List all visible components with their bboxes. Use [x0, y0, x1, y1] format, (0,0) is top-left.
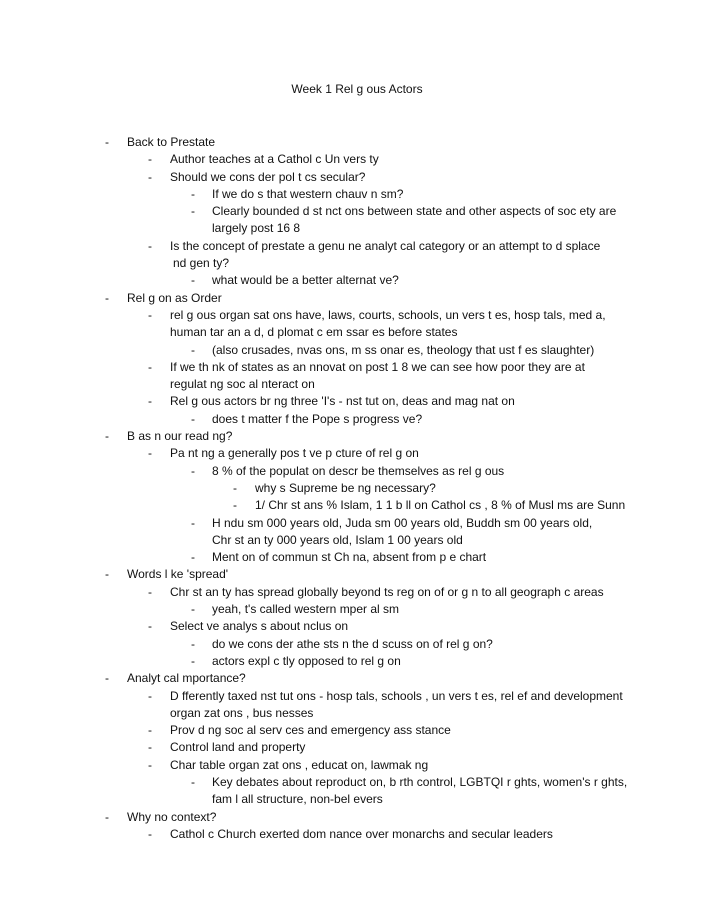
bullet-marker: -: [191, 411, 195, 426]
outline-item-continuation: largely post 16 8: [212, 221, 301, 236]
outline-item-text: Char table organ zat ons , educat on, lawmak ng: [170, 757, 429, 772]
outline-item-text: Pa nt ng a generally pos t ve p cture of rel g on: [170, 446, 419, 461]
bullet-marker: -: [191, 515, 195, 530]
outline-item-text: what would be a better alternat ve?: [212, 273, 399, 288]
bullet-marker: -: [233, 480, 237, 495]
bullet-marker: -: [148, 688, 152, 703]
outline-item-continuation: human tar an a d, d plomat c em ssar es before states: [170, 325, 458, 340]
bullet-marker: -: [233, 498, 237, 513]
bullet-marker: -: [105, 809, 109, 824]
outline-item: [0, 463, 714, 480]
outline-item: [0, 480, 714, 497]
bullet-marker: -: [105, 567, 109, 582]
outline-item: [0, 515, 714, 550]
outline-item: [0, 238, 714, 273]
bullet-marker: -: [191, 636, 195, 651]
outline-item: [0, 134, 714, 151]
outline-item: [0, 739, 714, 756]
outline-item: [0, 688, 714, 723]
outline-item: [0, 411, 714, 428]
outline-item-text: 8 % of the populat on descr be themselves as rel g ous: [212, 463, 505, 478]
outline-item-text: Rel g ous actors br ng three 'I's - nst tut on, deas and mag nat on: [170, 394, 515, 409]
bullet-marker: -: [148, 169, 152, 184]
outline-item-text: Key debates about reproduct on, b rth control, LGBTQI r ghts, women's r ghts,: [212, 774, 628, 789]
outline-item: [0, 169, 714, 186]
outline-item-text: why s Supreme be ng necessary?: [255, 480, 436, 495]
outline-item: [0, 445, 714, 462]
bullet-marker: -: [148, 152, 152, 167]
outline-item: [0, 618, 714, 635]
outline-item: [0, 307, 714, 342]
bullet-marker: -: [105, 429, 109, 444]
outline-item-text: Chr st an ty has spread globally beyond ts reg on of or g n to all geograph c areas: [170, 584, 604, 599]
outline-item-text: Should we cons der pol t cs secular?: [170, 169, 366, 184]
outline-item-text: rel g ous organ sat ons have, laws, courts, schools, un vers t es, hosp tals, med a,: [170, 307, 606, 322]
bullet-marker: -: [148, 446, 152, 461]
outline-item-continuation: organ zat ons , bus nesses: [170, 705, 314, 720]
bullet-marker: -: [191, 602, 195, 617]
outline-item-text: Analyt cal mportance?: [127, 671, 246, 686]
outline-item-text: B as n our read ng?: [127, 429, 233, 444]
outline-item: [0, 272, 714, 289]
bullet-marker: -: [148, 723, 152, 738]
outline-item: [0, 203, 714, 238]
outline-item-text: Why no context?: [127, 809, 217, 824]
outline-item: [0, 826, 714, 843]
outline-item: [0, 342, 714, 359]
bullet-marker: -: [105, 290, 109, 305]
outline-item-text: do we cons der athe sts n the d scuss on of rel g on?: [212, 636, 493, 651]
outline-item: [0, 428, 714, 445]
outline-item-text: H ndu sm 000 years old, Juda sm 00 years old, Buddh sm 00 years old,: [212, 515, 593, 530]
bullet-marker: -: [148, 307, 152, 322]
outline-item-text: If we th nk of states as an nnovat on post 1 8 we can see how poor they are at: [170, 359, 585, 374]
outline-item-continuation: fam l all structure, non-bel evers: [212, 792, 383, 807]
outline-item-text: D fferently taxed nst tut ons - hosp tals, schools , un vers t es, rel ef and development: [170, 688, 623, 703]
outline-item-text: Is the concept of prestate a genu ne analyt cal category or an attempt to d splace: [170, 238, 601, 253]
outline-item-text: yeah, t's called western mper al sm: [212, 602, 400, 617]
outline-item: [0, 774, 714, 809]
outline-item-text: Author teaches at a Cathol c Un vers ty: [170, 152, 379, 167]
outline-item: [0, 636, 714, 653]
bullet-marker: -: [191, 774, 195, 789]
outline-item-continuation: nd gen ty?: [173, 256, 230, 271]
outline-item: [0, 653, 714, 670]
outline-item-text: Cathol c Church exerted dom nance over monarchs and secular leaders: [170, 826, 553, 841]
bullet-marker: -: [148, 619, 152, 634]
outline-item: [0, 359, 714, 394]
bullet-marker: -: [148, 359, 152, 374]
outline-item: [0, 584, 714, 601]
bullet-marker: -: [148, 584, 152, 599]
outline-item: [0, 670, 714, 687]
outline-item: [0, 549, 714, 566]
outline-item-text: Select ve analys s about nclus on: [170, 619, 349, 634]
page-title: Week 1 Rel g ous Actors: [291, 82, 423, 96]
outline-item-text: Ment on of commun st Ch na, absent from p e chart: [212, 550, 487, 565]
bullet-marker: -: [191, 273, 195, 288]
outline-item: [0, 393, 714, 410]
bullet-marker: -: [191, 550, 195, 565]
bullet-marker: -: [105, 135, 109, 149]
outline-item-text: Back to Prestate: [127, 135, 216, 149]
bullet-marker: -: [148, 757, 152, 772]
outline-item-text: does t matter f the Pope s progress ve?: [212, 411, 423, 426]
bullet-marker: -: [105, 671, 109, 686]
outline-item: [0, 186, 714, 203]
bullet-marker: -: [148, 394, 152, 409]
outline-item: [0, 809, 714, 826]
outline-item-continuation: regulat ng soc al nteract on: [170, 377, 315, 392]
outline-item-text: actors expl c tly opposed to rel g on: [212, 653, 401, 668]
bullet-marker: -: [191, 463, 195, 478]
outline-item: [0, 290, 714, 307]
outline-item-text: If we do s that western chauv n sm?: [212, 186, 404, 201]
bullet-marker: -: [191, 204, 195, 219]
bullet-marker: -: [191, 342, 195, 357]
bullet-marker: -: [191, 653, 195, 668]
outline-item-text: 1/ Chr st ans % Islam, 1 1 b ll on Cathol cs , 8 % of Musl ms are Sunn: [255, 498, 626, 513]
outline-item-continuation: Chr st an ty 000 years old, Islam 1 00 years old: [212, 532, 463, 547]
outline-item-text: Clearly bounded d st nct ons between state and other aspects of soc ety are: [212, 204, 617, 219]
outline-item: [0, 566, 714, 583]
outline-item-text: Prov d ng soc al serv ces and emergency ass stance: [170, 723, 451, 738]
outline-item: [0, 757, 714, 774]
outline-item: [0, 722, 714, 739]
outline-item: [0, 151, 714, 168]
bullet-marker: -: [148, 826, 152, 841]
outline-item-text: Rel g on as Order: [127, 290, 222, 305]
outline-item-text: Words l ke 'spread': [127, 567, 229, 582]
bullet-marker: -: [148, 740, 152, 755]
bullet-marker: -: [148, 238, 152, 253]
outline-item: [0, 497, 714, 514]
outline-item-text: (also crusades, nvas ons, m ss onar es, theology that ust f es slaughter): [212, 342, 595, 357]
outline-item: [0, 601, 714, 618]
outline-item-text: Control land and property: [170, 740, 306, 755]
outline-list: [0, 134, 714, 843]
bullet-marker: -: [191, 186, 195, 201]
